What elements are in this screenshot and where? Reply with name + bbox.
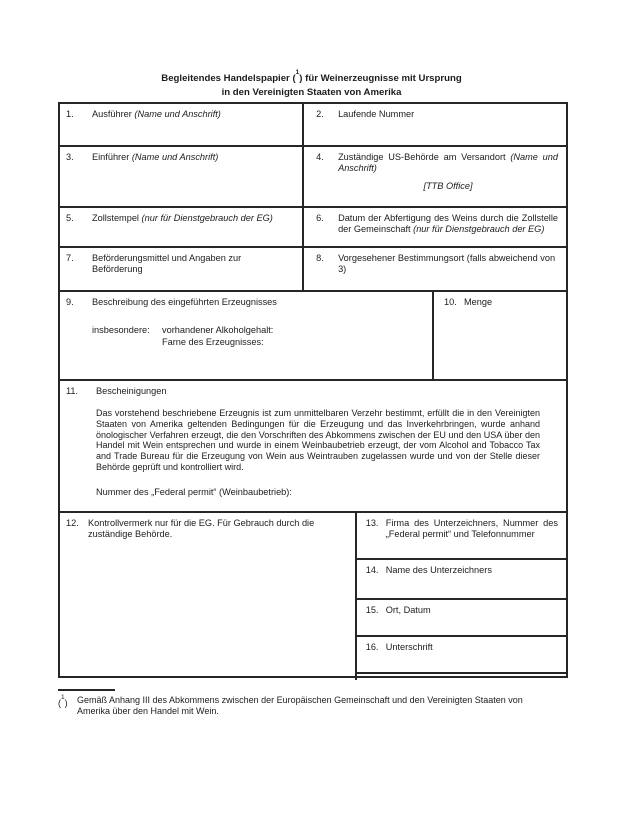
box-label: Laufende Nummer [338, 109, 415, 119]
title-footnote-ref: 1 [295, 69, 300, 76]
box-15-ort-datum [357, 600, 566, 637]
ttb-office-note: [TTB Office] [423, 180, 473, 191]
box-8-bestimmungsort [304, 248, 566, 290]
farbe-label: Farne des Erzeugnisses: [162, 336, 264, 347]
box-number: 15. [365, 605, 379, 615]
box-number: 11. [66, 386, 79, 396]
box-label: Zollstempel (nur für Dienstgebrauch der EG) [92, 213, 273, 223]
box-number: 2. [316, 109, 324, 119]
form-title-line1 [0, 69, 623, 86]
box-9-details [92, 325, 424, 348]
box-label: Beförderungsmittel und Angaben zur Beförderung [92, 253, 242, 275]
box-9-beschreibung [60, 292, 434, 379]
alkoholgehalt-label: vorhandener Alkoholgehalt: [162, 325, 274, 336]
box-number: 7. [66, 253, 74, 263]
box-label: Vorgesehener Bestimmungsort (falls abweichend von 3) [338, 253, 556, 275]
box-number: 6. [316, 213, 324, 223]
box-label: Bescheinigungen [96, 386, 167, 396]
row-3 [60, 208, 566, 248]
box-7-befoerderungsmittel [60, 248, 304, 290]
footnote-text: Gemäß Anhang III des Abkommens zwischen der Europäischen Gemeinschaft und den Vereinigten Staaten von Amerika über den Handel mit Wein. [77, 695, 523, 716]
footnote-rule [58, 689, 115, 691]
row-6 [60, 381, 566, 513]
row-2 [60, 147, 566, 208]
box-1-ausfuehrer [60, 104, 304, 145]
row-4 [60, 248, 566, 292]
box-4-us-behoerde [304, 147, 566, 206]
box-label: Unterschrift [385, 642, 433, 652]
footnote [58, 695, 550, 717]
box-number: 12. [66, 518, 79, 528]
title-text: ) für Weinerzeugnisse mit Ursprung [299, 73, 462, 85]
box-label: Beschreibung des eingeführten Erzeugnisses insbesondere: vorhandener Alkoholgehalt: Farne des Erzeugnisses: [92, 297, 424, 348]
box-6-datum-abfertigung [304, 208, 566, 246]
box-number: 8. [316, 253, 324, 263]
row-5 [60, 292, 566, 381]
footnote-marker: ($^1$) [58, 694, 68, 708]
box-label: Ausführer (Name und Anschrift) [92, 109, 221, 119]
box-12-kontrollvermerk [60, 513, 357, 680]
box-label: Ort, Datum [385, 605, 431, 615]
box-label: Firma des Unterzeichners, Nummer des „Federal permit“ und Telefonnummer [385, 518, 558, 540]
box-label: Zuständige US-Behörde am Versandort (Name und Anschrift) [TTB Office] [338, 152, 558, 191]
box-content [96, 386, 558, 498]
box-number: 5. [66, 213, 74, 223]
box-10-menge [434, 292, 566, 379]
box-9-detail-lines [162, 325, 273, 348]
certification-paragraph: Das vorstehend beschriebene Erzeugnis ist zum unmittelbaren Verzehr bestimmt, erfüllt die in den Vereinigten Staaten von Amerika geltenden Bedingungen für die Erzeugung und das Inverkehrbringen, wurde anhand önologischer Verfahren erzeugt, die den Vorschriften des Abkommens zwischen der EU und den USA über den Handel mit Wein entsprechen und wurde in einem Weinbaubetrieb erzeugt, der vom Alcohol and Tobacco Tax and Trade Bureau für die Erzeugung von Wein aus Weintrauben zugelassen wurde und von der Stelle dieser Behörde geprüft und kontrolliert wird. [96, 408, 540, 472]
box-label: Datum der Abfertigung des Weins durch die Zollstelle der Gemeinschaft (nur für Dienstgebrauch der EG) [338, 213, 558, 235]
box-14-name-unterzeichner [357, 560, 566, 600]
box-3-einfuehrer [60, 147, 304, 206]
insbesondere-label: insbesondere: [92, 325, 150, 336]
row-1 [60, 104, 566, 147]
box-16-unterschrift [357, 637, 566, 674]
box-number: 16. [365, 642, 379, 652]
box-number: 3. [66, 152, 74, 162]
form-title [0, 69, 623, 99]
box-number: 10. [443, 297, 457, 307]
form-table [58, 102, 568, 678]
box-number: 14. [365, 565, 379, 575]
signature-column [357, 513, 566, 680]
box-number: 13. [365, 518, 379, 528]
box-label: Menge [463, 297, 493, 307]
form-title-line2: in den Vereinigten Staaten von Amerika [221, 86, 402, 98]
box-13-firma-unterzeichner [357, 513, 566, 560]
box-number: 1. [66, 109, 74, 119]
box-11-bescheinigungen [60, 381, 566, 511]
box-2-laufende-nummer [304, 104, 566, 145]
box-number: 4. [316, 152, 324, 162]
title-text: Begleitendes Handelspapier ( [161, 73, 296, 85]
box-label: Einführer (Name und Anschrift) [92, 152, 219, 162]
box-label: Kontrollvermerk nur für die EG. Für Gebrauch durch die zuständige Behörde. [88, 518, 315, 540]
box-number: 9. [66, 297, 74, 307]
box-label: Name des Unterzeichners [385, 565, 492, 575]
row-7 [60, 513, 566, 680]
box-5-zollstempel [60, 208, 304, 246]
federal-permit-line: Nummer des „Federal permit“ (Weinbaubetrieb): [96, 486, 292, 497]
